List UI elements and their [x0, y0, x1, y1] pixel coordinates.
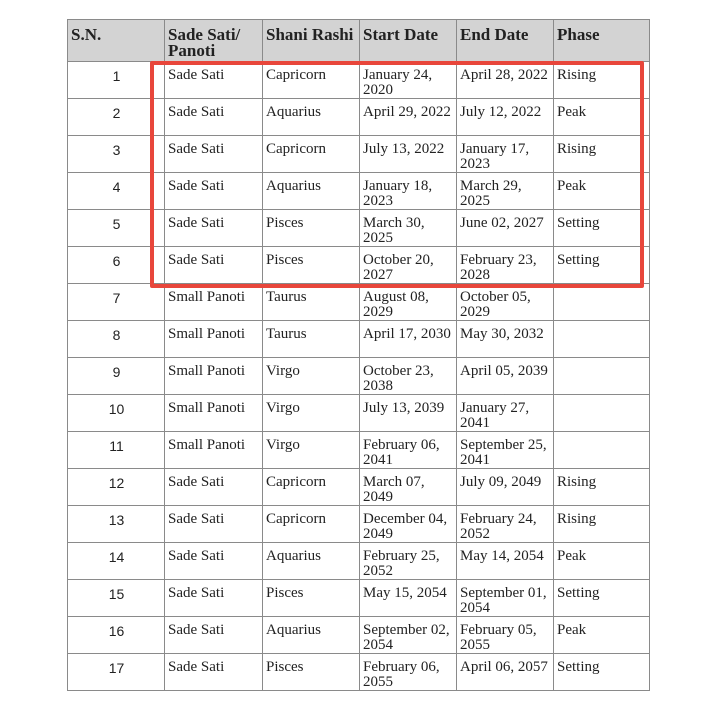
table-row	[68, 432, 650, 469]
table-row	[68, 62, 650, 99]
start-date-cell: March 30, 2025	[360, 210, 457, 247]
end-date-cell: June 02, 2027	[457, 210, 554, 247]
rashi-cell: Capricorn	[263, 62, 360, 99]
sn-cell: 8	[68, 321, 165, 358]
type-cell: Sade Sati	[165, 173, 263, 210]
phase-cell: Peak	[554, 173, 650, 210]
sn-cell: 7	[68, 284, 165, 321]
type-cell: Small Panoti	[165, 321, 263, 358]
sn-cell: 4	[68, 173, 165, 210]
end-date-cell: April 06, 2057	[457, 654, 554, 691]
sn-cell: 6	[68, 247, 165, 284]
header-end-date: End Date	[457, 20, 554, 62]
phase-cell: Peak	[554, 617, 650, 654]
type-cell: Small Panoti	[165, 432, 263, 469]
sn-cell: 9	[68, 358, 165, 395]
phase-cell: Rising	[554, 62, 650, 99]
end-date-cell: September 25, 2041	[457, 432, 554, 469]
start-date-cell: July 13, 2039	[360, 395, 457, 432]
table-row	[68, 469, 650, 506]
table-row	[68, 358, 650, 395]
phase-cell: Setting	[554, 654, 650, 691]
start-date-cell: February 25, 2052	[360, 543, 457, 580]
header-sn: S.N.	[68, 20, 165, 62]
phase-cell: Rising	[554, 136, 650, 173]
end-date-cell: January 17, 2023	[457, 136, 554, 173]
start-date-cell: August 08, 2029	[360, 284, 457, 321]
type-cell: Small Panoti	[165, 284, 263, 321]
start-date-cell: May 15, 2054	[360, 580, 457, 617]
rashi-cell: Aquarius	[263, 173, 360, 210]
end-date-cell: February 24, 2052	[457, 506, 554, 543]
table-row	[68, 321, 650, 358]
phase-cell: Setting	[554, 247, 650, 284]
end-date-cell: April 28, 2022	[457, 62, 554, 99]
phase-cell: Peak	[554, 543, 650, 580]
phase-cell	[554, 284, 650, 321]
end-date-cell: October 05, 2029	[457, 284, 554, 321]
phase-cell: Rising	[554, 469, 650, 506]
rashi-cell: Capricorn	[263, 506, 360, 543]
table-row	[68, 580, 650, 617]
rashi-cell: Taurus	[263, 321, 360, 358]
phase-cell: Rising	[554, 506, 650, 543]
header-phase: Phase	[554, 20, 650, 62]
end-date-cell: July 12, 2022	[457, 99, 554, 136]
type-cell: Sade Sati	[165, 99, 263, 136]
start-date-cell: April 17, 2030	[360, 321, 457, 358]
type-cell: Sade Sati	[165, 62, 263, 99]
header-start-date: Start Date	[360, 20, 457, 62]
table-row	[68, 284, 650, 321]
rashi-cell: Capricorn	[263, 469, 360, 506]
table-row	[68, 395, 650, 432]
table-row	[68, 99, 650, 136]
type-cell: Sade Sati	[165, 543, 263, 580]
start-date-cell: February 06, 2055	[360, 654, 457, 691]
type-cell: Sade Sati	[165, 469, 263, 506]
phase-cell: Setting	[554, 210, 650, 247]
table-row	[68, 247, 650, 284]
phase-cell: Setting	[554, 580, 650, 617]
start-date-cell: January 24, 2020	[360, 62, 457, 99]
table-row	[68, 543, 650, 580]
sn-cell: 14	[68, 543, 165, 580]
rashi-cell: Capricorn	[263, 136, 360, 173]
type-cell: Sade Sati	[165, 136, 263, 173]
rashi-cell: Pisces	[263, 580, 360, 617]
sn-cell: 1	[68, 62, 165, 99]
phase-cell	[554, 395, 650, 432]
table-row	[68, 173, 650, 210]
type-cell: Sade Sati	[165, 580, 263, 617]
rashi-cell: Virgo	[263, 432, 360, 469]
sn-cell: 3	[68, 136, 165, 173]
rashi-cell: Virgo	[263, 358, 360, 395]
phase-cell	[554, 358, 650, 395]
sn-cell: 16	[68, 617, 165, 654]
sn-cell: 12	[68, 469, 165, 506]
start-date-cell: April 29, 2022	[360, 99, 457, 136]
rashi-cell: Pisces	[263, 247, 360, 284]
start-date-cell: September 02, 2054	[360, 617, 457, 654]
rashi-cell: Aquarius	[263, 99, 360, 136]
rashi-cell: Pisces	[263, 654, 360, 691]
header-row	[68, 20, 650, 62]
end-date-cell: May 14, 2054	[457, 543, 554, 580]
end-date-cell: January 27, 2041	[457, 395, 554, 432]
table-row	[68, 506, 650, 543]
end-date-cell: May 30, 2032	[457, 321, 554, 358]
end-date-cell: September 01, 2054	[457, 580, 554, 617]
rashi-cell: Aquarius	[263, 617, 360, 654]
start-date-cell: December 04, 2049	[360, 506, 457, 543]
end-date-cell: February 05, 2055	[457, 617, 554, 654]
start-date-cell: October 20, 2027	[360, 247, 457, 284]
phase-cell	[554, 321, 650, 358]
sn-cell: 2	[68, 99, 165, 136]
rashi-cell: Taurus	[263, 284, 360, 321]
type-cell: Small Panoti	[165, 358, 263, 395]
end-date-cell: March 29, 2025	[457, 173, 554, 210]
phase-cell	[554, 432, 650, 469]
type-cell: Sade Sati	[165, 654, 263, 691]
rashi-cell: Aquarius	[263, 543, 360, 580]
rashi-cell: Virgo	[263, 395, 360, 432]
table-row	[68, 654, 650, 691]
type-cell: Small Panoti	[165, 395, 263, 432]
end-date-cell: April 05, 2039	[457, 358, 554, 395]
type-cell: Sade Sati	[165, 247, 263, 284]
sn-cell: 10	[68, 395, 165, 432]
table-row	[68, 136, 650, 173]
start-date-cell: July 13, 2022	[360, 136, 457, 173]
sn-cell: 15	[68, 580, 165, 617]
phase-cell: Peak	[554, 99, 650, 136]
start-date-cell: March 07, 2049	[360, 469, 457, 506]
type-cell: Sade Sati	[165, 210, 263, 247]
header-sade-sati-panoti: Sade Sati/ Panoti	[165, 20, 263, 62]
sn-cell: 11	[68, 432, 165, 469]
sn-cell: 13	[68, 506, 165, 543]
start-date-cell: October 23, 2038	[360, 358, 457, 395]
start-date-cell: February 06, 2041	[360, 432, 457, 469]
end-date-cell: February 23, 2028	[457, 247, 554, 284]
sn-cell: 5	[68, 210, 165, 247]
table-row	[68, 617, 650, 654]
table-row	[68, 210, 650, 247]
sn-cell: 17	[68, 654, 165, 691]
rashi-cell: Pisces	[263, 210, 360, 247]
end-date-cell: July 09, 2049	[457, 469, 554, 506]
sade-sati-table	[67, 19, 650, 691]
header-shani-rashi: Shani Rashi	[263, 20, 360, 62]
type-cell: Sade Sati	[165, 506, 263, 543]
start-date-cell: January 18, 2023	[360, 173, 457, 210]
type-cell: Sade Sati	[165, 617, 263, 654]
